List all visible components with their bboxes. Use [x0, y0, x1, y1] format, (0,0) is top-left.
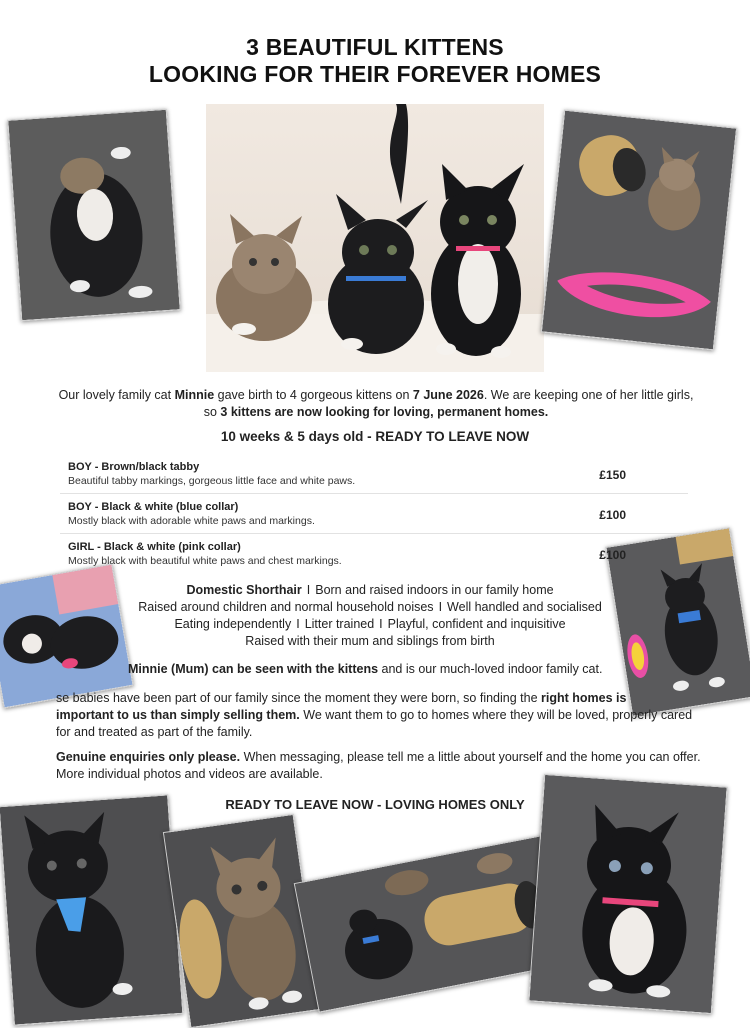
family-bold-2: important to us than simply selling them. [56, 708, 300, 722]
feature-text: Litter trained [304, 617, 375, 631]
playing-kittens-photo [294, 835, 567, 1013]
enquiries-bold: Genuine enquiries only please. [56, 750, 241, 764]
intro-text-3: . We are keeping one of her little girls, so [203, 388, 694, 419]
title-line-1: 3 BEAUTIFUL KITTENS [246, 34, 504, 60]
kitten-row [60, 494, 688, 534]
kitten-description: Beautiful tabby markings, gorgeous little face and white paws. [68, 475, 356, 487]
feature-text: Eating independently [174, 617, 292, 631]
tabby-scratcher-photo [541, 110, 737, 351]
family-bold-1: right homes is [541, 691, 627, 705]
features-line-4: Raised with their mum and siblings from birth [245, 634, 495, 648]
family-text-1: se babies have been part of our family since the moment they were born, so finding the [56, 691, 541, 705]
flyer-title [0, 34, 750, 88]
kitten-price: £100 [599, 548, 626, 562]
breed: Domestic Shorthair [186, 583, 302, 597]
family-text-2: We want them to go to homes where they will be loved, properly cared for and treated as part of the family. [56, 708, 693, 739]
feature-text: Born and raised indoors in our family home [315, 583, 554, 597]
kitten-list [60, 454, 688, 573]
title-line-2: LOOKING FOR THEIR FOREVER HOMES [148, 61, 602, 87]
kitten-price: £100 [599, 508, 626, 522]
main-kittens-photo [206, 104, 544, 372]
feature-text: Playful, confident and inquisitive [387, 617, 566, 631]
intro-paragraph [56, 387, 696, 421]
mum-name: Minnie [174, 388, 215, 402]
separator: I [438, 600, 443, 614]
separator: I [296, 617, 300, 631]
intro-text-2: gave birth to 4 gorgeous kittens on [214, 388, 413, 402]
kitten-price: £150 [599, 468, 626, 482]
family-paragraph [56, 690, 706, 741]
features-block [120, 582, 620, 650]
feature-text: Raised around children and normal household noises [138, 600, 434, 614]
mum-line-text: and is our much-loved indoor family cat. [378, 662, 603, 676]
blue-collar-closeup-photo [0, 794, 183, 1025]
kitten-description: Mostly black with adorable white paws and markings. [68, 515, 315, 527]
kitten-name: GIRL - Black & white (pink collar) [68, 541, 241, 553]
closing-line: READY TO LEAVE NOW - LOVING HOMES ONLY [225, 797, 525, 812]
tabby-closeup-photo [163, 814, 321, 1028]
kitten-lying-photo [7, 109, 181, 322]
mum-line [128, 662, 648, 676]
features-line-3 [120, 616, 620, 633]
intro-highlight: 3 kittens are now looking for loving, permanent homes. [220, 405, 549, 419]
separator: I [379, 617, 383, 631]
kitten-row [60, 454, 688, 494]
kitten-row [60, 534, 688, 573]
feature-text: Well handled and socialised [447, 600, 602, 614]
birth-date: 7 June 2026 [412, 388, 484, 402]
kitten-name: BOY - Brown/black tabby [68, 461, 200, 473]
features-line-1 [120, 582, 620, 599]
enquiries-paragraph [56, 749, 706, 783]
kittens-blanket-photo [0, 563, 134, 708]
kitten-description: Mostly black with beautiful white paws and chest markings. [68, 555, 342, 567]
mum-line-bold: Minnie (Mum) can be seen with the kittens [128, 662, 379, 676]
kitten-name: BOY - Black & white (blue collar) [68, 501, 239, 513]
intro-text-1: Our lovely family cat [58, 388, 175, 402]
age-line: 10 weeks & 5 days old - READY TO LEAVE NOW [220, 429, 530, 444]
enquiries-text: When messaging, please tell me a little about yourself and the home you can offer. More individual photos and videos are available. [56, 750, 701, 781]
separator: I [306, 583, 311, 597]
features-line-2 [120, 599, 620, 616]
